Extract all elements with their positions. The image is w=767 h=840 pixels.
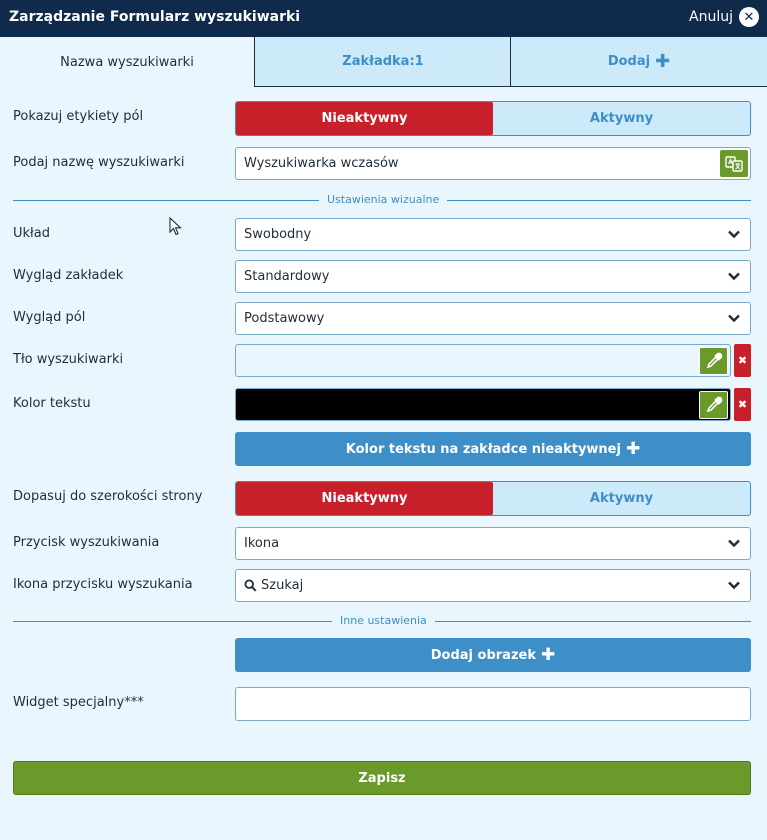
cancel-button[interactable] [689, 7, 759, 27]
chevron-down-icon [727, 269, 741, 283]
tab-label: Dodaj [607, 54, 651, 69]
add-image-button[interactable] [235, 638, 751, 672]
cancel-label: Anuluj [689, 9, 733, 25]
background-color-field[interactable] [235, 344, 731, 377]
other-settings-heading: Inne ustawienia [332, 614, 435, 627]
tab-look-select[interactable] [235, 260, 751, 293]
eyedropper-icon[interactable] [699, 347, 728, 375]
close-icon: ✕ [739, 7, 759, 27]
inactive-tab-text-color-button[interactable] [235, 432, 751, 466]
field-look-select[interactable] [235, 302, 751, 335]
tab-label: Nazwa wyszukiwarki [60, 54, 194, 70]
plus-icon: ✚ [540, 644, 556, 665]
show-labels-label: Pokazuj etykiety pól [13, 109, 144, 124]
show-labels-active-option[interactable]: Aktywny [589, 111, 654, 126]
chevron-down-icon [727, 578, 741, 592]
background-label: Tło wyszukiwarki [13, 352, 124, 367]
save-button[interactable] [13, 761, 751, 795]
layout-label: Układ [13, 226, 50, 241]
search-icon [244, 579, 257, 592]
fit-width-inactive-option[interactable]: Nieaktywny [236, 482, 493, 515]
search-button-value: Ikona [244, 536, 280, 551]
search-name-value: Wyszukiwarka wczasów [244, 156, 399, 171]
clear-background-icon[interactable]: ✖ [734, 344, 751, 377]
modal-title: Zarządzanie Formularz wyszukiwarki [9, 9, 301, 25]
tab-search-name[interactable] [0, 37, 254, 87]
search-name-label: Podaj nazwę wyszukiwarki [13, 155, 185, 170]
layout-select[interactable] [235, 218, 751, 251]
eyedropper-icon[interactable] [699, 391, 728, 419]
search-button-label: Przycisk wyszukiwania [13, 535, 160, 550]
search-button-select[interactable] [235, 527, 751, 560]
clear-text-color-icon[interactable]: ✖ [734, 388, 751, 421]
plus-icon: ✚ [625, 438, 641, 459]
search-icon-select[interactable] [235, 569, 751, 602]
chevron-down-icon [727, 227, 741, 241]
text-color-field[interactable] [235, 388, 731, 421]
show-labels-toggle [235, 101, 751, 136]
inactive-tab-text-color-label: Kolor tekstu na zakładce nieaktywnej [345, 441, 621, 457]
special-widget-input[interactable] [235, 687, 751, 721]
field-look-label: Wygląd pól [13, 310, 86, 325]
tab-look-label: Wygląd zakładek [13, 268, 124, 283]
chevron-down-icon [727, 536, 741, 550]
tab-label: Zakładka:1 [342, 54, 424, 69]
fit-width-active-option[interactable]: Aktywny [589, 491, 654, 506]
tab-bar [0, 37, 767, 87]
fit-width-toggle [235, 481, 751, 516]
visual-settings-heading: Ustawienia wizualne [319, 193, 447, 206]
layout-value: Swobodny [244, 227, 312, 242]
save-label: Zapisz [358, 770, 406, 786]
modal-header [0, 0, 767, 37]
tab-zakladka-1[interactable] [254, 37, 511, 87]
translate-icon[interactable] [720, 150, 748, 177]
text-color-label: Kolor tekstu [13, 396, 91, 411]
search-icon-label: Ikona przycisku wyszukania [13, 577, 193, 592]
plus-icon: ✚ [655, 50, 671, 72]
fit-width-label: Dopasuj do szerokości strony [13, 489, 203, 504]
special-widget-label: Widget specjalny*** [13, 695, 144, 710]
chevron-down-icon [727, 311, 741, 325]
tab-add[interactable] [510, 37, 767, 87]
mouse-cursor-icon [169, 217, 183, 237]
tab-look-value: Standardowy [244, 269, 330, 284]
search-icon-value: Szukaj [261, 578, 304, 593]
add-image-label: Dodaj obrazek [430, 647, 536, 663]
search-name-input[interactable] [235, 147, 751, 180]
field-look-value: Podstawowy [244, 311, 325, 326]
show-labels-inactive-option[interactable]: Nieaktywny [236, 102, 493, 135]
